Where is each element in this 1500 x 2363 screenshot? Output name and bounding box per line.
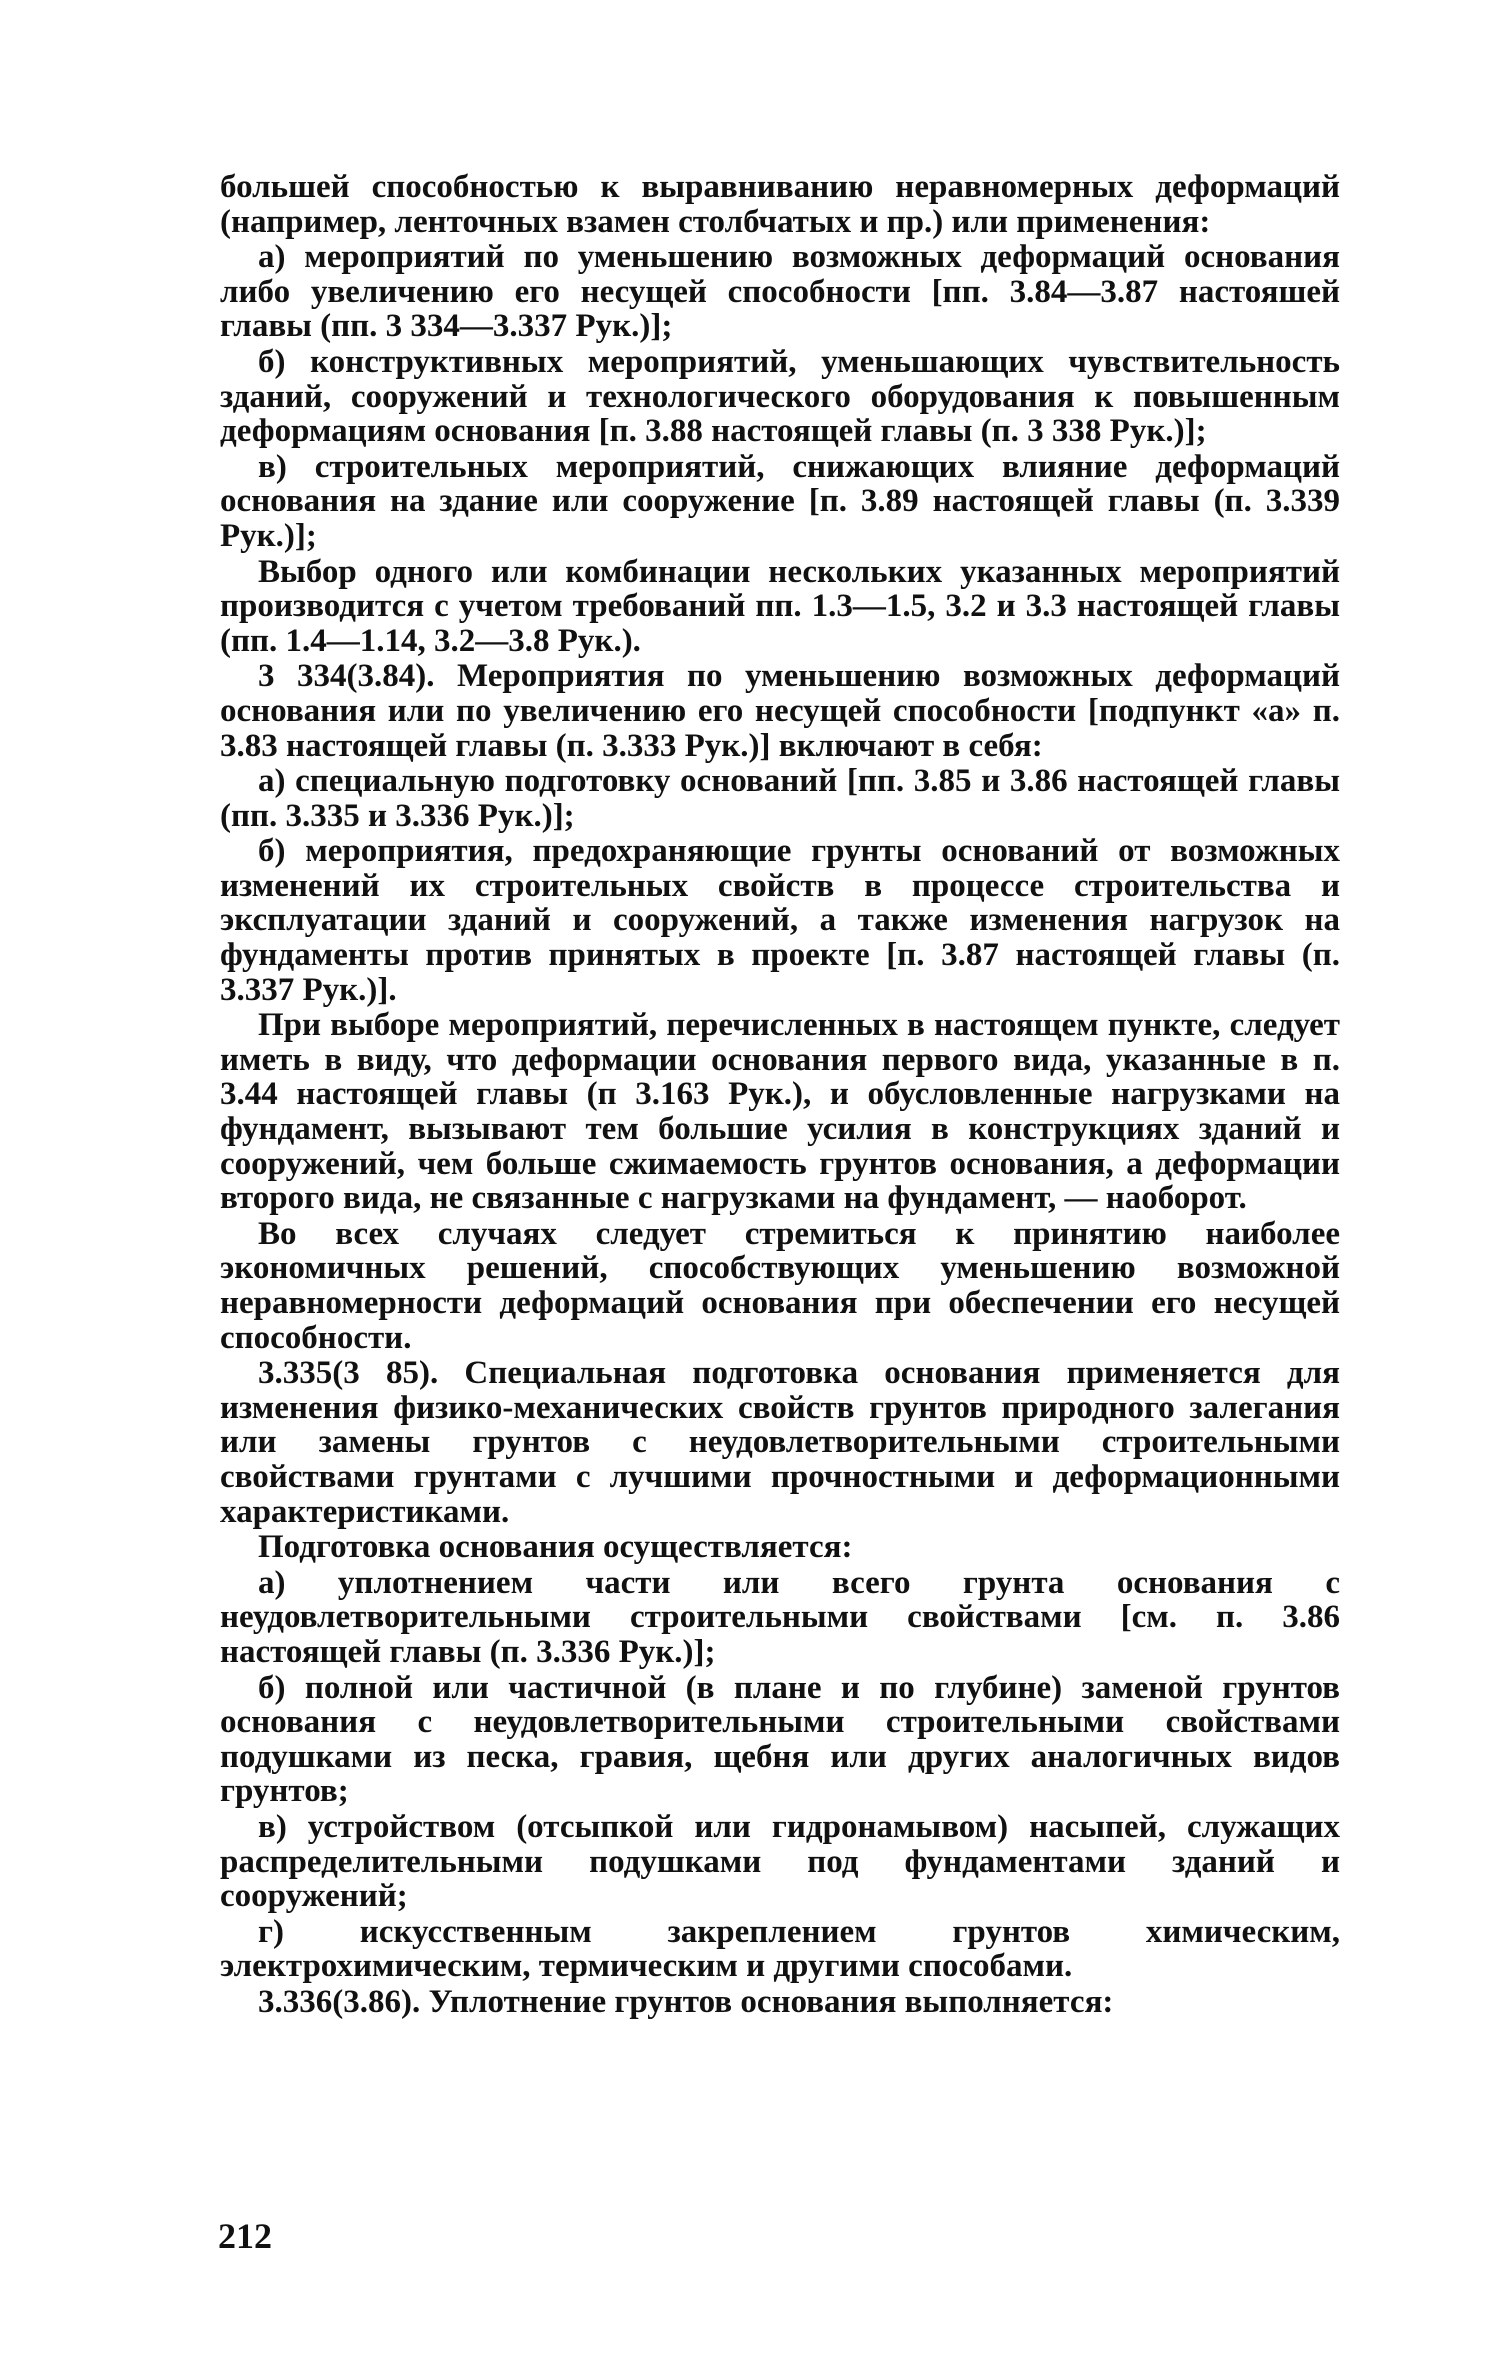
body-text — [220, 170, 1340, 2020]
paragraph: Во всех случаях следует стремиться к принятию наиболее экономичных решений, способствующих уменьшению возможной неравномерности деформаций основания при обеспечении его несущей способности. — [220, 1215, 1340, 1356]
paragraph: большей способностью к выравниванию неравномерных деформаций (например, ленточных взамен столбчатых и пр.) или применения: — [220, 169, 1340, 240]
paragraph: в) устройством (отсыпкой или гидронамывом) насыпей, служащих распределительными подушками под фундаментами зданий и сооружений; — [220, 1808, 1340, 1915]
paragraph: а) уплотнением части или всего грунта основания с неудовлетворительными строительными свойствами [см. п. 3.86 настоящей главы (п. 3.336 Рук.)]; — [220, 1564, 1340, 1670]
paragraph: а) специальную подготовку оснований [пп. 3.85 и 3.86 настоящей главы (пп. 3.335 и 3.336 Рук.)]; — [220, 763, 1340, 834]
paragraph: 3.335(3 85). Специальная подготовка основания применяется для изменения физико-механических свойств грунтов природного залегания или замены грунтов с неудовлетворительными строительными свойствами грунтами с лучшими прочностными и деформационными характеристиками. — [220, 1355, 1340, 1530]
paragraph: в) строительных мероприятий, снижающих влияние деформаций основания на здание или сооружение [п. 3.89 настоящей главы (п. 3.339 Рук.)]; — [220, 448, 1340, 554]
paragraph: а) мероприятий по уменьшению возможных деформаций основания либо увеличению его несущей способности [пп. 3.84—3.87 настояшей главы (пп. 3 334—3.337 Рук.)]; — [220, 239, 1340, 345]
paragraph: 3 334(3.84). Мероприятия по уменьшению возможных деформаций основания или по увеличению его несущей способности [подпункт «а» п. 3.83 настоящей главы (п. 3.333 Рук.)] включают в себя: — [220, 658, 1340, 764]
paragraph: б) мероприятия, предохраняющие грунты оснований от возможных изменений их строительных свойств в процессе строительства и эксплуатации зданий и сооружений, а также изменения нагрузок на фундаменты против принятых в проекте [п. 3.87 настоящей главы (п. 3.337 Рук.)]. — [220, 833, 1340, 1008]
paragraph: При выборе мероприятий, перечисленных в настоящем пункте, следует иметь в виду, что деформации основания первого вида, указанные в п. 3.44 настоящей главы (п 3.163 Рук.), и обусловленные нагрузками на фундамент, вызывают тем большие усилия в конструкциях зданий и сооружений, чем больше сжимаемость грунтов основания, а деформации второго вида, не связанные с нагрузками на фундамент, — наоборот. — [220, 1007, 1340, 1217]
paragraph: б) конструктивных мероприятий, уменьшающих чувствительность зданий, сооружений и технологического оборудования к повышенным деформациям основания [п. 3.88 настоящей главы (п. 3 338 Рук.)]; — [220, 343, 1340, 450]
paragraph: г) искусственным закреплением грунтов химическим, электрохимическим, термическим и другими способами. — [220, 1913, 1340, 1985]
paragraph: Подготовка основания осуществляется: — [258, 1529, 853, 1566]
paragraph: Выбор одного или комбинации нескольких указанных мероприятий производится с учетом требований пп. 1.3—1.5, 3.2 и 3.3 настоящей главы (пп. 1.4—1.14, 3.2—3.8 Рук.). — [220, 553, 1340, 659]
page-number: 212 — [218, 2216, 272, 2256]
paragraph: б) полной или частичной (в плане и по глубине) заменой грунтов основания с неудовлетворительными строительными свойствами подушками из песка, гравия, щебня или других аналогичных видов грунтов; — [220, 1669, 1340, 1810]
paragraph: 3.336(3.86). Уплотнение грунтов основания выполняется: — [258, 1983, 1114, 2020]
